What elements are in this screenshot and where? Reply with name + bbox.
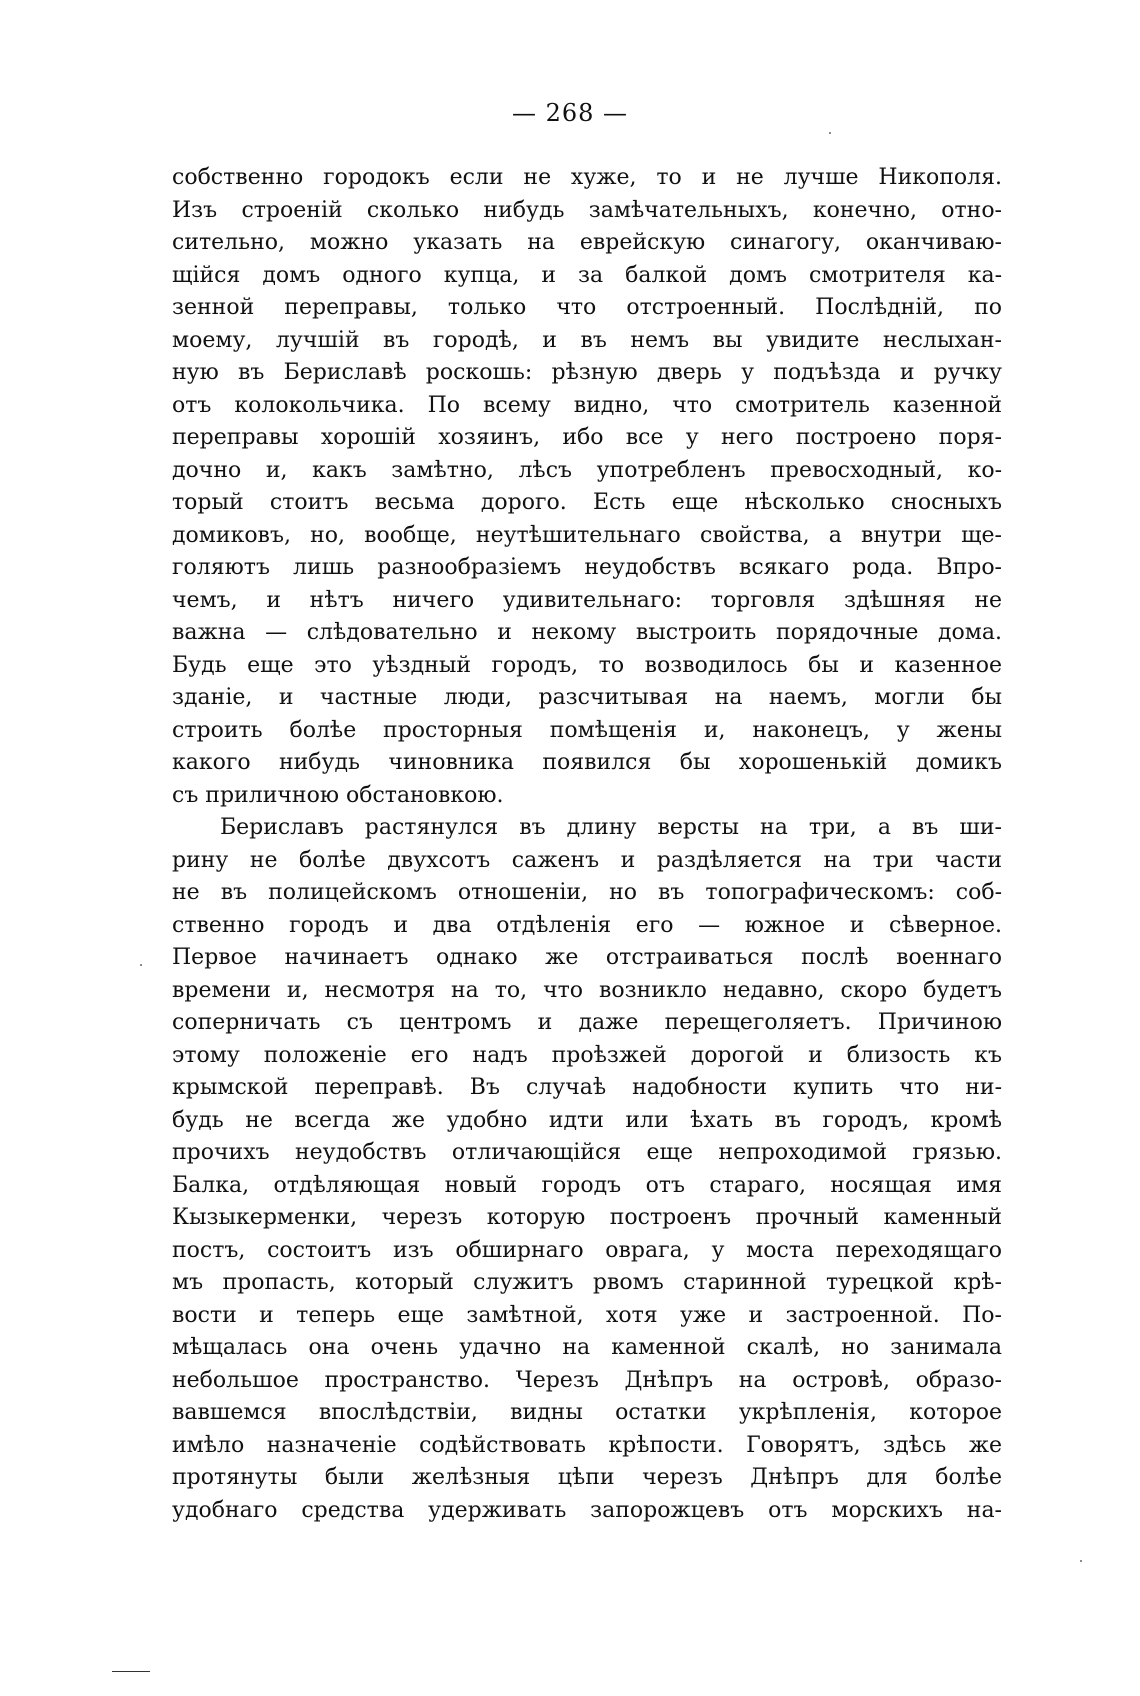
text-line: моему, лучшій въ городѣ, и въ немъ вы увидите неслыхан- (172, 327, 1002, 353)
text-line: важна — слѣдовательно и некому выстроить порядочные дома. (172, 620, 1002, 645)
text-line: домиковъ, но, вообще, неутѣшительнаго свойства, а внутри ще- (172, 522, 1002, 548)
text-line: Балка, отдѣляющая новый городъ отъ стараго, носящая имя (172, 1172, 1002, 1198)
text-line: строить болѣе просторныя помѣщенія и, наконецъ, у жены (172, 717, 1002, 743)
page-number: — 268 — (511, 99, 629, 127)
text-line: небольшое пространство. Черезъ Днѣпръ на островѣ, образо- (172, 1367, 1002, 1393)
paragraph-start-line: Бериславъ растянулся въ длину версты на три, а въ ши- (220, 815, 1002, 840)
text-line: будь не всегда же удобно идти или ѣхать въ городъ, кромѣ (172, 1107, 1002, 1133)
text-line: рину не болѣе двухсотъ саженъ и раздѣляется на три части (172, 847, 1002, 873)
scan-speck (829, 132, 831, 134)
text-line: зенной переправы, только что отстроенный. Послѣдній, по (172, 295, 1002, 320)
text-line: собственно городокъ если не хуже, то и не лучше Никополя. (172, 165, 1002, 190)
text-line: вавшемся впослѣдствіи, видны остатки укрѣпленія, которое (172, 1400, 1002, 1425)
text-line: какого нибудь чиновника появился бы хорошенькій домикъ (172, 750, 1002, 775)
text-line: Первое начинаетъ однако же отстраиваться послѣ военнаго (172, 945, 1002, 970)
text-line: мѣщалась она очень удачно на каменной скалѣ, но занимала (172, 1335, 1002, 1360)
text-line: голяютъ лишь разнообразіемъ неудобствъ всякаго рода. Впро- (172, 555, 1002, 580)
text-line: отъ колокольчика. По всему видно, что смотритель казенной (172, 392, 1002, 418)
text-line: имѣло назначеніе содѣйствовать крѣпости. Говорятъ, здѣсь же (172, 1432, 1002, 1458)
text-line: Будь еще это уѣздный городъ, то возводилось бы и казенное (172, 652, 1002, 678)
text-line: Кызыкерменки, черезъ которую построенъ прочный каменный (172, 1205, 1002, 1230)
text-line: переправы хорошій хозяинъ, ибо все у него построено поря- (172, 425, 1002, 450)
text-line: вости и теперь еще замѣтной, хотя уже и застроенной. По- (172, 1302, 1002, 1328)
text-line: торый стоитъ весьма дорого. Есть еще нѣсколько сносныхъ (172, 490, 1002, 515)
bottom-rule (112, 1671, 150, 1672)
text-line: удобнаго средства удерживать запорожцевъ отъ морскихъ на- (172, 1497, 1002, 1523)
text-line: сительно, можно указать на еврейскую синагогу, оканчиваю- (172, 230, 1002, 255)
scan-speck (1080, 1560, 1082, 1562)
text-line: крымской переправѣ. Въ случаѣ надобности купить что ни- (172, 1075, 1002, 1100)
text-line: мъ пропасть, который служитъ рвомъ старинной турецкой крѣ- (172, 1270, 1002, 1295)
text-line: зданіе, и частные люди, разсчитывая на наемъ, могли бы (172, 685, 1002, 710)
text-line: этому положеніе его надъ проѣзжей дорогой и близость къ (172, 1042, 1002, 1068)
text-line: ную въ Бериславѣ роскошь: рѣзную дверь у подъѣзда и ручку (172, 360, 1002, 385)
text-line: чемъ, и нѣтъ ничего удивительнаго: торговля здѣшняя не (172, 587, 1002, 613)
text-line: прочихъ неудобствъ отличающійся еще непроходимой грязью. (172, 1140, 1002, 1165)
text-line: дочно и, какъ замѣтно, лѣсъ употребленъ превосходный, ко- (172, 457, 1002, 483)
body-text (172, 162, 1002, 1527)
text-line: протянуты были желѣзныя цѣпи черезъ Днѣпръ для болѣе (172, 1465, 1002, 1490)
text-line: не въ полицейскомъ отношеніи, но въ топографическомъ: соб- (172, 880, 1002, 905)
scan-speck (140, 964, 142, 966)
paragraph-end-line: съ приличною обстановкою. (172, 782, 504, 808)
text-line: времени и, несмотря на то, что возникло недавно, скоро будетъ (172, 977, 1002, 1003)
text-line: щійся домъ одного купца, и за балкой домъ смотрителя ка- (172, 262, 1002, 288)
text-line: соперничать съ центромъ и даже перещеголяетъ. Причиною (172, 1010, 1002, 1035)
text-line: ственно городъ и два отдѣленія его — южное и сѣверное. (172, 912, 1002, 938)
text-line: Изъ строеній сколько нибудь замѣчательныхъ, конечно, отно- (172, 197, 1002, 223)
text-line: постъ, состоитъ изъ обширнаго оврага, у моста переходящаго (172, 1237, 1002, 1263)
